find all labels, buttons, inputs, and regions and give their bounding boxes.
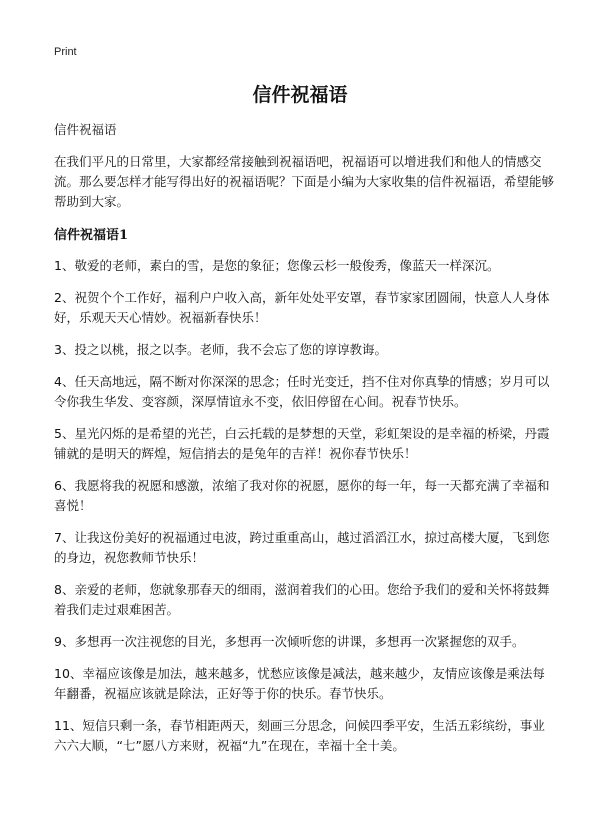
intro-paragraph: 在我们平凡的日常里，大家都经常接触到祝福语吧，祝福语可以增进我们和他人的情感交流。那么要怎样才能写得出好的祝福语呢？下面是小编为大家收集的信件祝福语，希望能够帮助到大家。 [54,154,555,209]
page-title: 信件祝福语 [252,84,348,106]
article-body [54,120,554,768]
print-link[interactable]: Print [54,46,77,58]
wish-list [54,256,554,756]
list-item: 8、亲爱的老师，您就象那春天的细雨，滋润着我们的心田。您给予我们的爱和关怀将鼓舞着我们走过艰难困苦。 [54,582,550,617]
section-heading: 信件祝福语1 [54,228,129,243]
list-item: 7、让我这份美好的祝福通过电波，跨过重重高山，越过滔滔江水，掠过高楼大厦，飞到您的身边，祝您教师节快乐！ [54,530,550,565]
list-item: 3、投之以桃，报之以李。老师，我不会忘了您的谆谆教诲。 [54,342,387,357]
list-item: 11、短信只剩一条，春节相距两天，刻画三分思念，问候四季平安，生活五彩缤纷，事业六六大顺，“七”愿八方来财，祝福“九”在现在，幸福十全十美。 [54,718,545,753]
article-subtitle: 信件祝福语 [54,122,117,137]
list-item: 2、祝贺个个工作好，福利户户收入高，新年处处平安罩，春节家家团圆闹，快意人人身体好，乐观天天心情妙。祝福新春快乐！ [54,290,550,325]
list-item: 4、任天高地远，隔不断对你深深的思念；任时光变迁，挡不住对你真挚的情感；岁月可以令你我生华发、变容颜，深厚情谊永不变，依旧停留在心间。祝春节快乐。 [54,374,550,409]
list-item: 10、幸福应该像是加法，越来越多，忧愁应该像是减法，越来越少，友情应该像是乘法每年翻番，祝福应该就是除法，正好等于你的快乐。春节快乐。 [54,666,545,701]
list-item: 5、星光闪烁的是希望的光芒，白云托载的是梦想的天堂，彩虹架设的是幸福的桥梁，丹霞铺就的是明天的辉煌，短信捎去的是兔年的吉祥！祝你春节快乐！ [54,426,550,461]
list-item: 9、多想再一次注视您的目光，多想再一次倾听您的讲课，多想再一次紧握您的双手。 [54,634,525,649]
list-item: 1、敬爱的老师，素白的雪，是您的象征；您像云杉一般俊秀，像蓝天一样深沉。 [54,258,500,273]
list-item: 6、我愿将我的祝愿和感激，浓缩了我对你的祝愿，愿你的每一年，每一天都充满了幸福和喜悦！ [54,478,550,513]
